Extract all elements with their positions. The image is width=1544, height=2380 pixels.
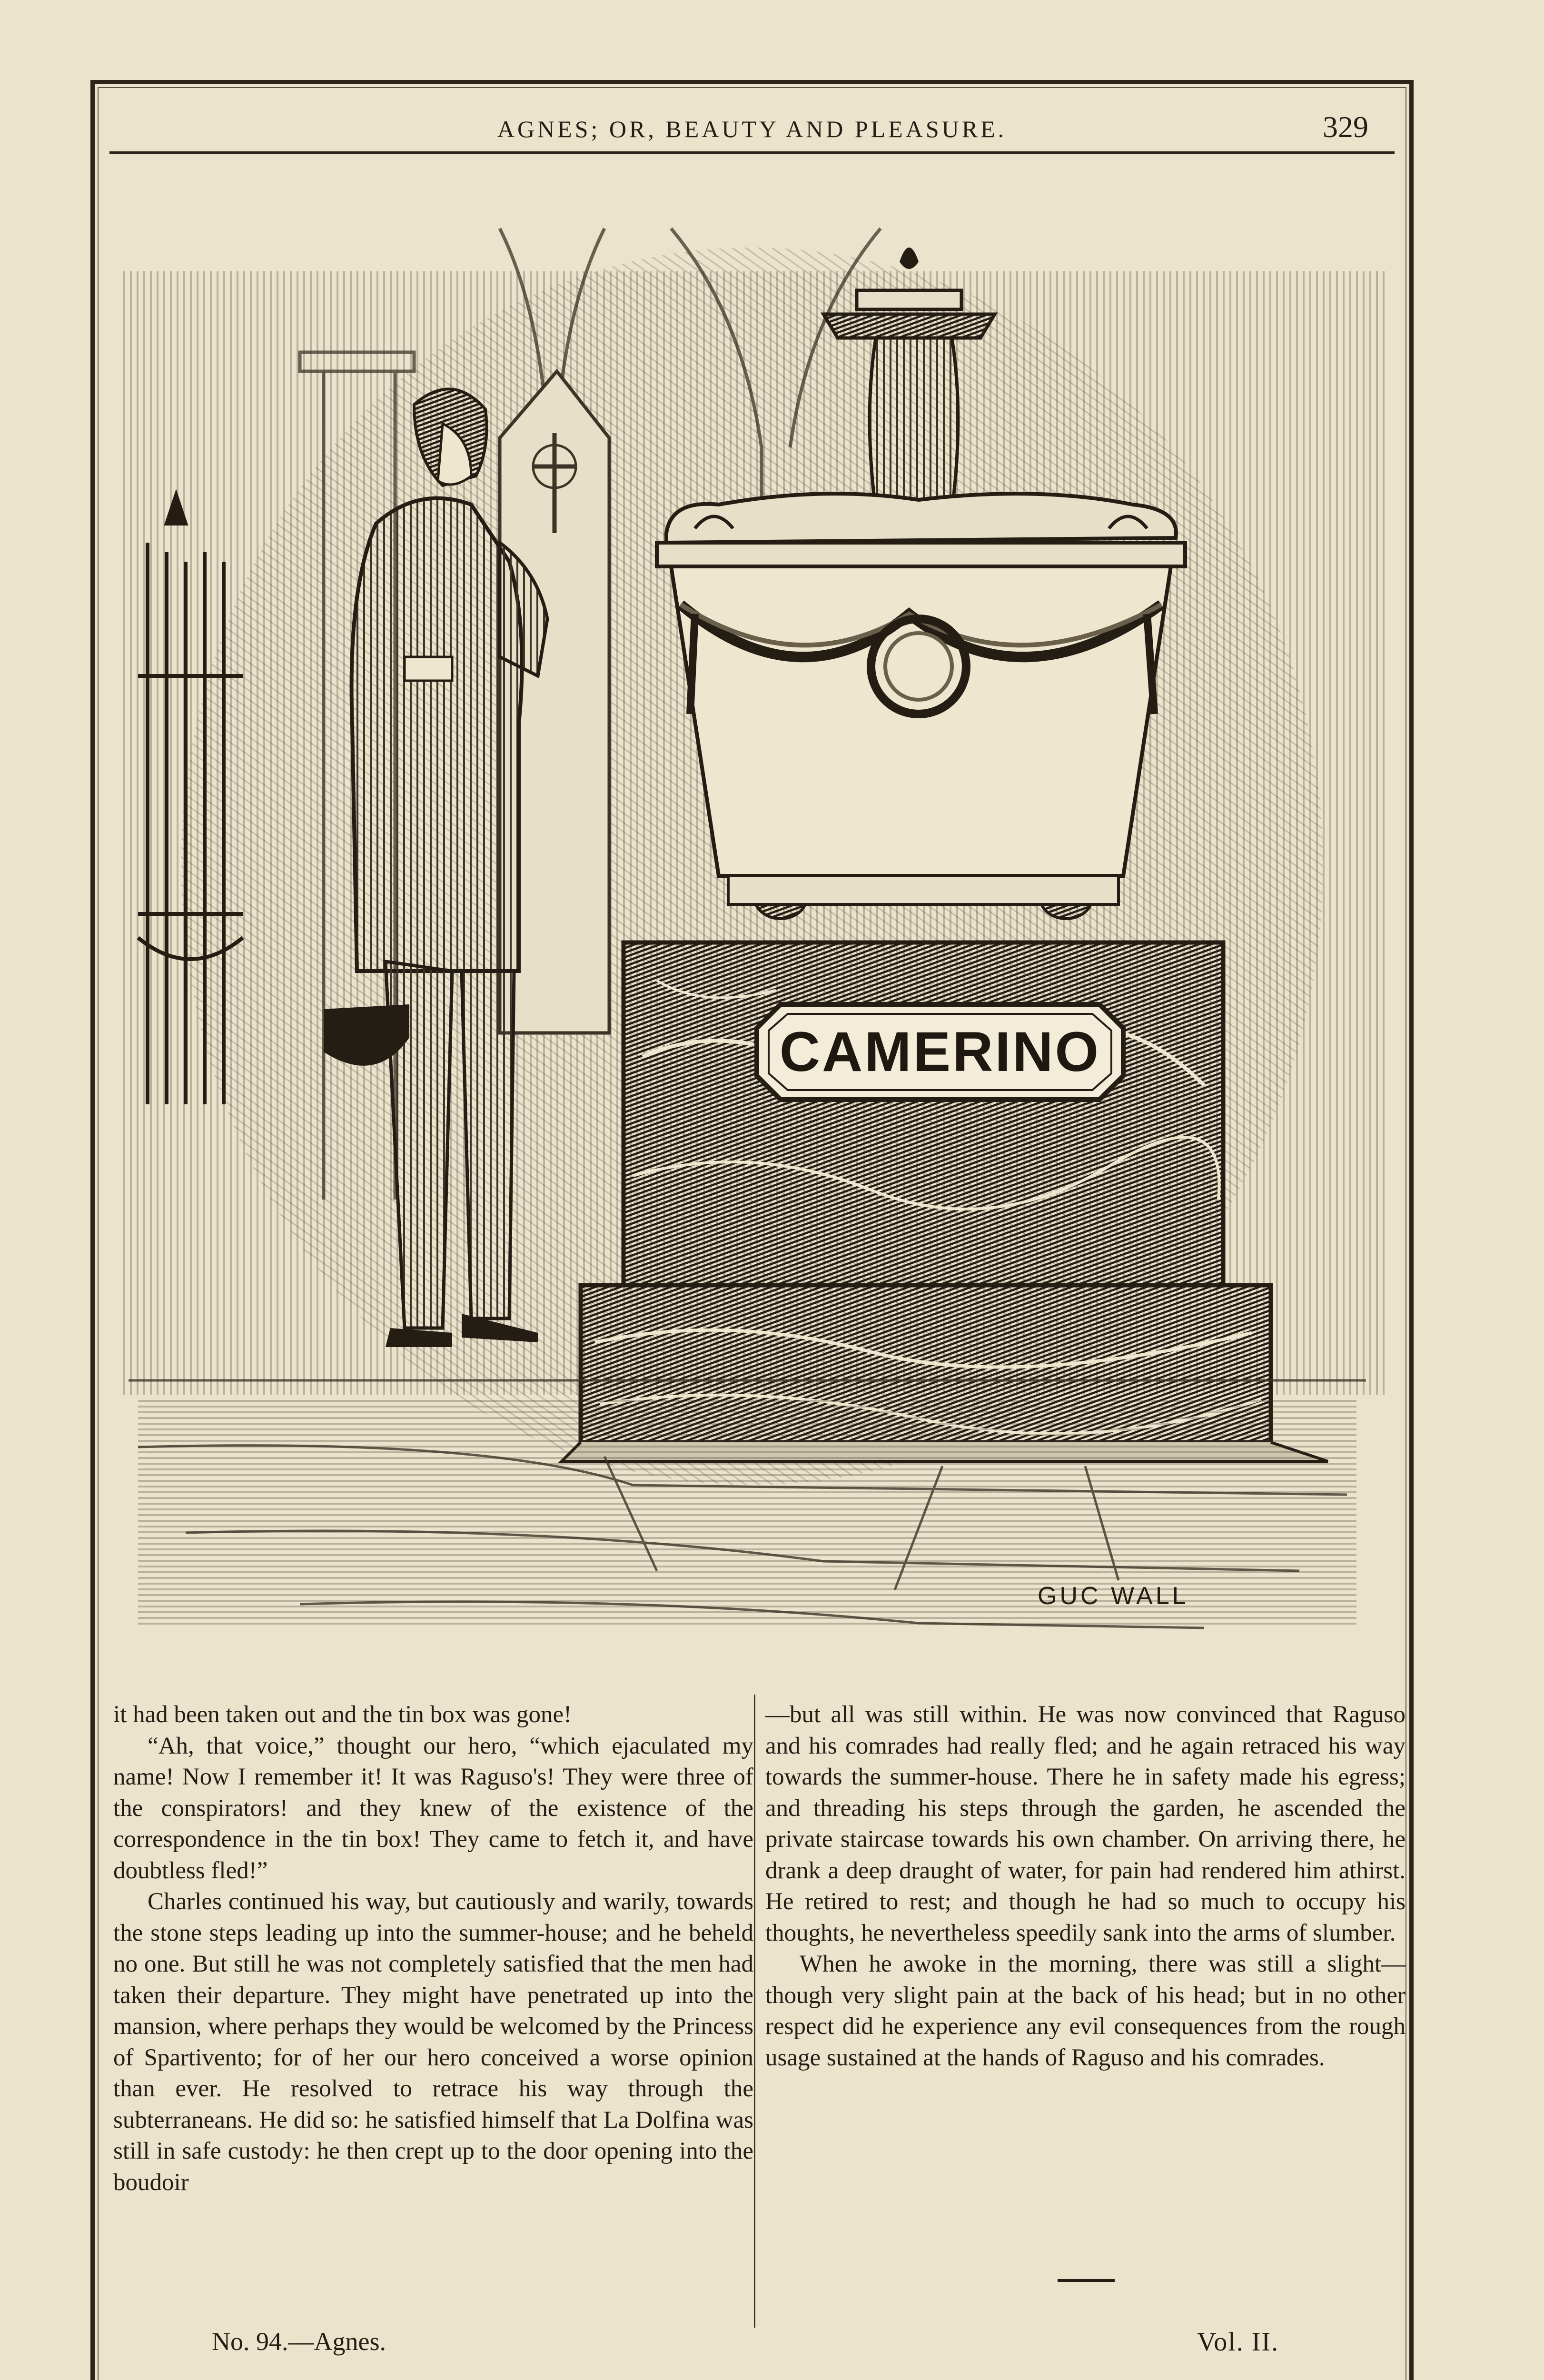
paragraph: it had been taken out and the tin box was gone!: [113, 1701, 572, 1728]
page-number: 329: [1323, 110, 1368, 144]
engraving-illustration: [109, 200, 1395, 1680]
sarcophagus-body: [671, 566, 1171, 919]
tomb-inscription: CAMERINO: [779, 1021, 1101, 1083]
text-column-right: [765, 1699, 1405, 2073]
paragraph: Charles continued his way, but cautiously and warily, towards the stone steps leading up into the summer-house; and he beheld no one. But still he was not completely satisfied that the men had taken their departure. They might have penetrated up into the mansion, where perhaps they would be welcomed by the Princess of Spartivento; for of her our hero conceived a worse opinion than ever. He resolved to retrace his way through the subterraneans. He did so: he satisfied himself that La Dolfina was still in safe custody: he then crept up to the door opening into the boudoir: [113, 1888, 753, 2196]
tomb-inscription-plaque: [757, 1004, 1123, 1100]
paragraph: —but all was still within. He was now convinced that Raguso and his comrades had really fled; and he again retraced his way towards the summer-house. There he in safety made his egress; and threading his steps through the garden, he ascended the private staircase towards his own chamber. On arriving there, he drank a deep draught of water, for pain had rendered him athirst. He retired to rest; and though he had so much to occupy his thoughts, he nevertheless speedily sank into the arms of slumber.: [765, 1701, 1405, 1946]
column-divider: [754, 1695, 755, 2328]
sarcophagus-lid: [657, 494, 1185, 566]
text-column-left: [113, 1699, 753, 2198]
running-title: AGNES; OR, BEAUTY AND PLEASURE.: [497, 116, 1007, 142]
paragraph: “Ah, that voice,” thought our hero, “which ejaculated my name! Now I remember it! It was Raguso's! They were three of the conspirators! and they knew of the existence of the correspondence in the tin box! They came to fetch it, and have doubtless fled!”: [113, 1732, 753, 1884]
engraver-signature: GUC WALL: [1038, 1582, 1189, 1610]
paragraph: When he awoke in the morning, there was still a slight—though very slight pain at the back of his head; but in no other respect did he experience any evil consequences from the rough usage sustained at the hands of Raguso and his comrades.: [765, 1951, 1405, 2071]
section-end-rule: [1058, 2279, 1115, 2282]
footer-volume: Vol. II.: [1197, 2327, 1279, 2357]
head-rule: [109, 151, 1395, 154]
running-head: [109, 109, 1395, 152]
footer-number-title: No. 94.—Agnes.: [212, 2327, 386, 2356]
